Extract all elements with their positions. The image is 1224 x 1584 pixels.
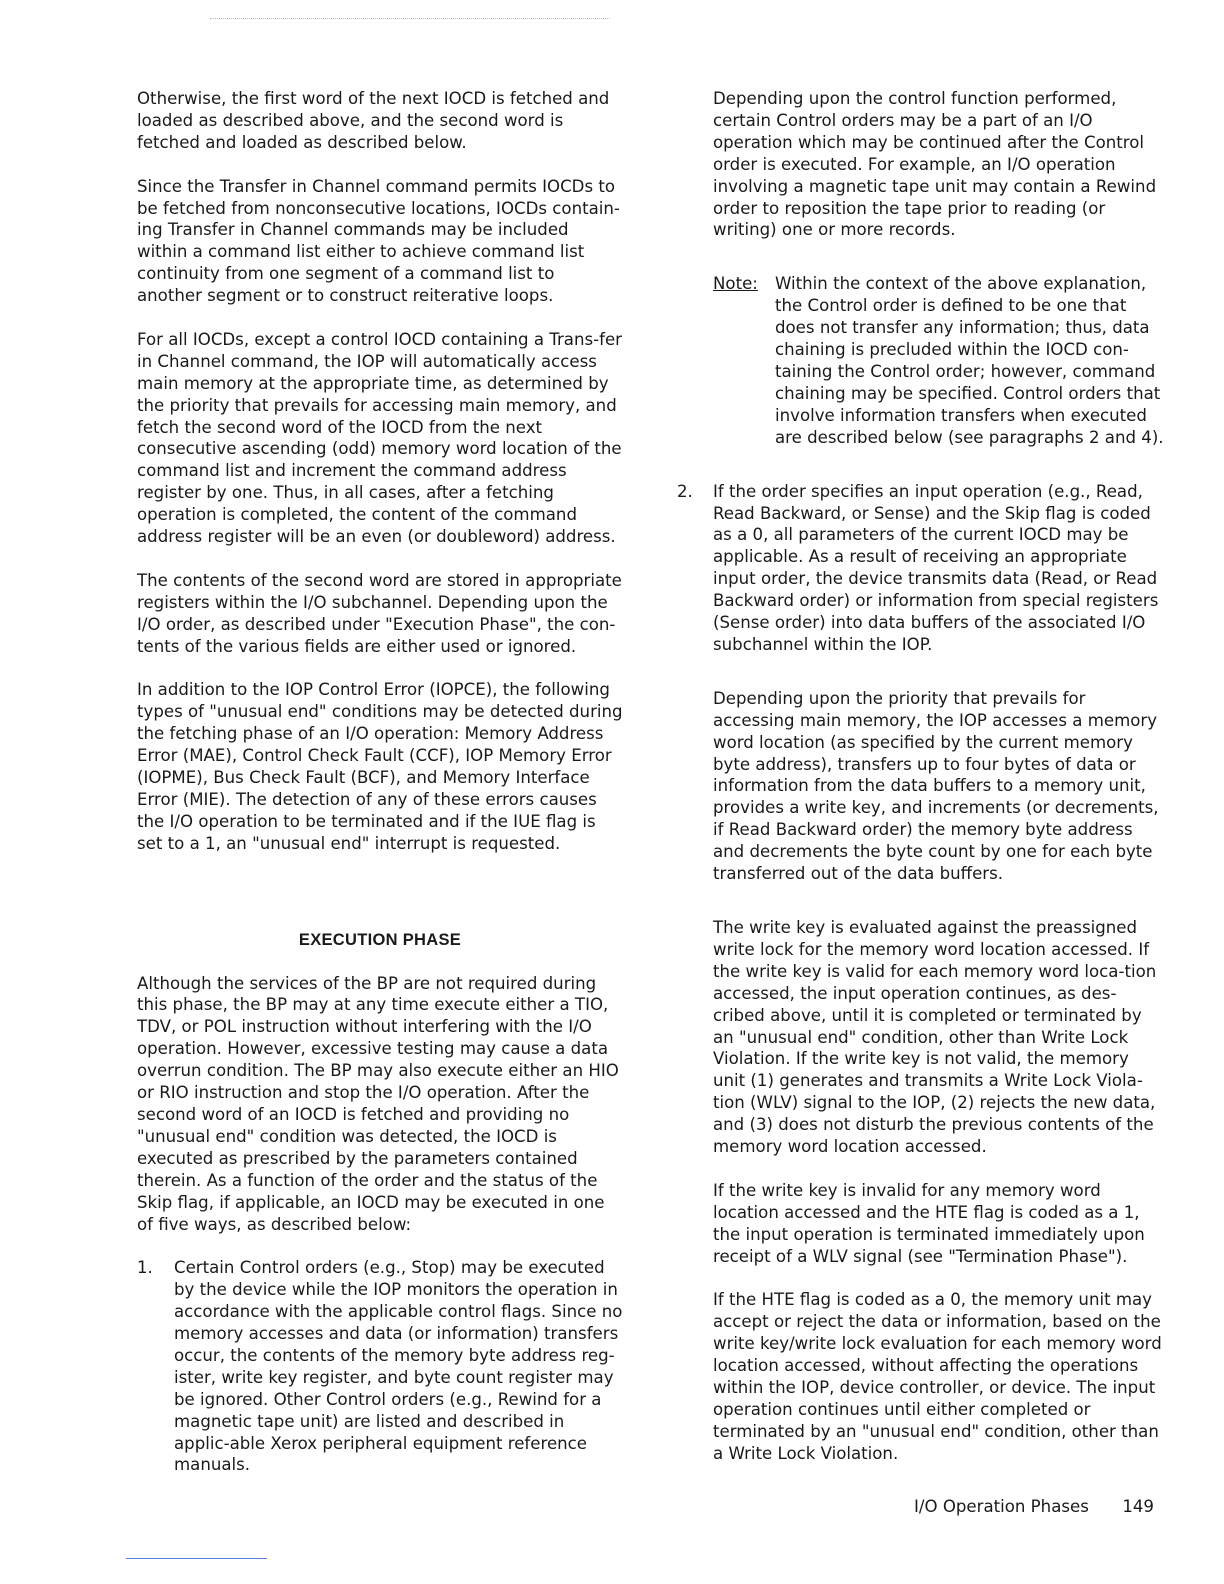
paragraph: The write key is evaluated against the preassigned write lock for the memory word location accessed. If the write key is valid for each memory word loca-tion accessed, the input operation continues, as des-cribed above, until it is completed or terminated by an "unusual end" condition, other than Write Lock Violation. If the write key is not valid, the memory unit (1) generates and transmits a Write Lock Viola-tion (WLV) signal to the IOP, (2) rejects the new data, and (3) does not disturb the previous contents of the memory word location accessed. <box>713 918 1157 1157</box>
paragraph: The contents of the second word are stored in appropriate registers within the I/O subchannel. Depending upon the I/O order, as described under "Execution Phase", the con-tents of the various fields are either used or ignored. <box>137 570 622 656</box>
item-text: If the order specifies an input operation (e.g., Read, Read Backward, or Sense) and the Skip flag is coded as a 0, all parameters of the current IOCD may be applicable. As a result of receiving an appropriate input order, the device transmits data (Read, or Read Backward order) or information from special registers (Sense order) into data buffers of the associated I/O subchannel within the IOP. <box>713 481 1159 654</box>
scan-artifact-bottom <box>126 1558 267 1559</box>
section-heading: EXECUTION PHASE <box>298 930 462 949</box>
paragraph: Since the Transfer in Channel command permits IOCDs to be fetched from nonconsecutive locations, IOCDs contain-ing Transfer in Channel commands may be included within a command list either to achieve command list continuity from one segment of a command list to another segment or to construct reiterative loops. <box>137 176 620 306</box>
paragraph: In addition to the IOP Control Error (IOPCE), the following types of "unusual end" conditions may be detected during the fetching phase of an I/O operation: Memory Address Error (MAE), Control Check Fault (CCF), IOP Memory Error (IOPME), Bus Check Fault (BCF), and Memory Interface Error (MIE). The detection of any of these errors causes the I/O operation to be terminated and if the IUE flag is set to a 1, an "unusual end" interrupt is requested. <box>137 680 623 853</box>
numbered-item <box>677 481 1165 656</box>
paragraph: If the write key is invalid for any memory word location accessed and the HTE flag is coded as a 1, the input operation is terminated immediately upon receipt of a WLV signal (see "Termination Phase"). <box>713 1180 1145 1266</box>
left-column <box>137 88 623 1498</box>
scan-artifact-top <box>210 18 610 20</box>
numbered-item <box>137 1257 623 1476</box>
item-text: Certain Control orders (e.g., Stop) may be executed by the device while the IOP monitors the operation in accordance with the applicable control flags. Since no memory accesses and data (or information) transfers occur, the contents of the memory byte address reg-ister, write key register, and byte count register may be ignored. Other Control orders (e.g., Rewind for a magnetic tape unit) are listed and described in applic-able Xerox peripheral equipment reference manuals. <box>174 1258 623 1475</box>
paragraph: Although the services of the BP are not required during this phase, the BP may at any time execute either a TIO, TDV, or POL instruction without interfering with the I/O operation. However, excessive testing may cause a data overrun condition. The BP may also execute either an HIO or RIO instruction and stop the I/O operation. After the second word of an IOCD is fetched and providing no "unusual end" condition was detected, the IOCD is executed as prescribed by the parameters contained therein. As a function of the order and the status of the Skip flag, if applicable, an IOCD may be executed in one of five ways, as described below: <box>137 973 619 1234</box>
note-label: Note: <box>713 274 758 294</box>
right-column <box>677 88 1165 1487</box>
paragraph: Depending upon the control function performed, certain Control orders may be a part of an I/O operation which may be continued after the Control order is executed. For example, an I/O operation involving a magnetic tape unit may contain a Rewind order to reposition the tape prior to reading (or writing) one or more records. <box>713 89 1157 240</box>
footer-section-title: I/O Operation Phases <box>914 1497 1089 1516</box>
paragraph: For all IOCDs, except a control IOCD containing a Trans-fer in Channel command, the IOP will automatically access main memory at the appropriate time, as determined by the priority that prevails for accessing main memory, and fetch the second word of the IOCD from the next consecutive ascending (odd) memory word location of the command list and increment the command address register by one. Thus, in all cases, after a fetching operation is completed, the content of the command address register will be an even (or doubleword) address. <box>137 329 622 547</box>
paragraph: If the HTE flag is coded as a 0, the memory unit may accept or reject the data or information, based on the write key/write lock evaluation for each memory word location accessed, without affecting the operations within the IOP, device controller, or device. The input operation continues until either completed or terminated by an "unusual end" condition, other than a Write Lock Violation. <box>713 1290 1162 1463</box>
item-number: 2. <box>677 481 693 501</box>
item-number: 1. <box>137 1258 153 1278</box>
page-number: 149 <box>1122 1497 1154 1516</box>
paragraph: Depending upon the priority that prevails for accessing main memory, the IOP accesses a memory word location (as specified by the current memory byte address), transfers up to four bytes of data or information from the data buffers to a memory unit, provides a write key, and increments (or decrements, if Read Backward order) the memory byte address and decrements the byte count by one for each byte transferred out of the data buffers. <box>713 688 1159 884</box>
paragraph: Otherwise, the first word of the next IOCD is fetched and loaded as described above, and the second word is fetched and loaded as described below. <box>137 89 610 152</box>
note-block <box>713 273 1165 448</box>
note-text: Within the context of the above explanation, the Control order is defined to be one that does not transfer any information; thus, data chaining is precluded within the IOCD con-taining the Control order; however, command chaining may be specified. Control orders that involve information transfers when executed are described below (see paragraphs 2 and 4). <box>775 274 1164 447</box>
